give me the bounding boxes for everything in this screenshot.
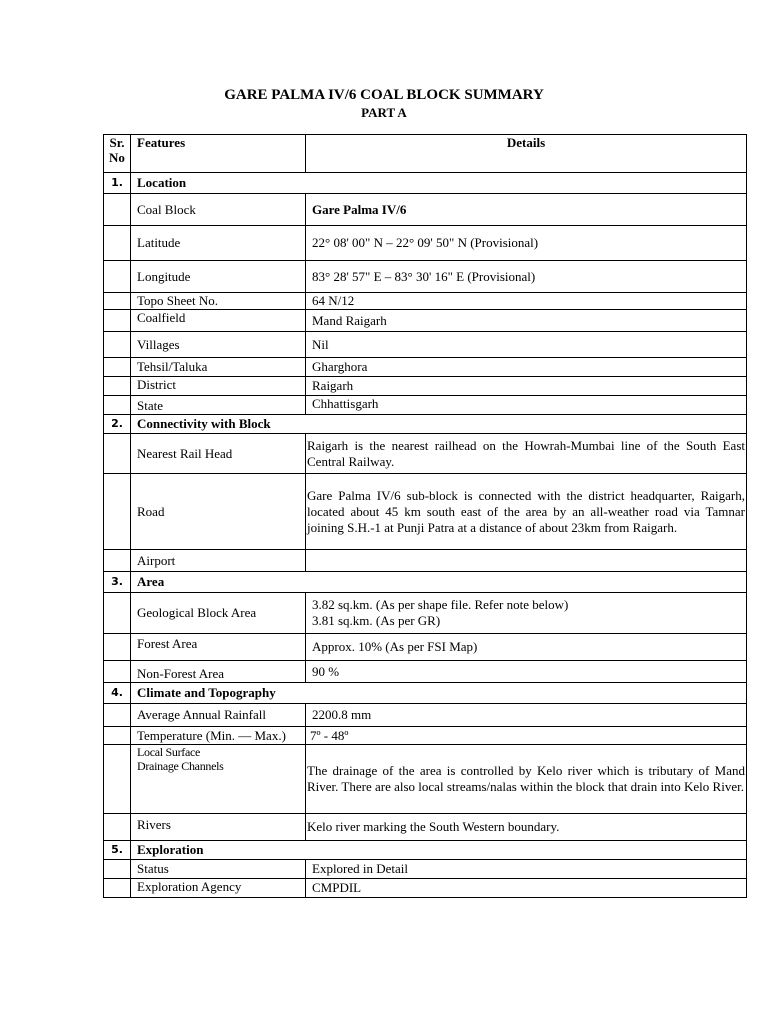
detail-value: Approx. 10% (As per FSI Map) [306,634,747,661]
feature-label-line: Local Surface [137,745,201,759]
feature-label: Longitude [131,261,306,293]
detail-value: 22° 08' 00" N – 22° 09' 50" N (Provisional) [306,226,747,261]
section-row [104,683,747,704]
detail-value: CMPDIL [306,879,747,898]
feature-label: Coalfield [131,310,306,332]
header-sr: Sr. No [104,135,131,173]
detail-value: 90 % [306,661,747,683]
table-row [104,879,747,898]
detail-value: The drainage of the area is controlled by Kelo river which is tributary of Mand River. There are also local streams/nalas within the block that drain into Kelo River. [306,745,747,814]
table-row [104,396,747,415]
table-row [104,593,747,634]
section-row [104,173,747,194]
table-row [104,434,747,474]
section-row [104,415,747,434]
feature-label: Forest Area [131,634,306,661]
table-row [104,860,747,879]
feature-label: Temperature (Min. — Max.) [131,727,306,745]
section-title: Location [131,173,747,194]
detail-value: Gare Palma IV/6 [306,194,747,226]
section-title: Connectivity with Block [131,415,747,434]
feature-label: Exploration Agency [131,879,306,898]
feature-label: Villages [131,332,306,358]
table-row [104,474,747,550]
header-details: Details [306,135,747,173]
table-row [104,661,747,683]
detail-line: 3.81 sq.km. (As per GR) [312,613,441,628]
detail-value: Nil [306,332,747,358]
page-title: GARE PALMA IV/6 COAL BLOCK SUMMARY [224,87,544,103]
feature-label: Geological Block Area [131,593,306,634]
detail-value [306,550,747,572]
detail-value: 2200.8 mm [306,704,747,727]
feature-label: State [131,396,306,415]
feature-label-line: Drainage Channels [137,759,224,773]
feature-label [131,745,306,814]
detail-value: Gare Palma IV/6 sub-block is connected with the district headquarter, Raigarh, located about 45 km south east of the area by an all-weather road via Tamnar joining S.H.-1 at Punji Patra at a distance of about 23km from Raigarh. [306,474,747,550]
table-header-row [104,135,747,173]
detail-value: Gharghora [306,358,747,377]
section-title: Climate and Topography [131,683,747,704]
table-row [104,358,747,377]
detail-value: Explored in Detail [306,860,747,879]
section-title: Exploration [131,841,747,860]
feature-label: Topo Sheet No. [131,293,306,310]
section-row [104,841,747,860]
table-row [104,310,747,332]
detail-value: 83° 28' 57" E – 83° 30' 16" E (Provisional) [306,261,747,293]
header-features: Features [131,135,306,173]
detail-value: Raigarh is the nearest railhead on the Howrah-Mumbai line of the South East Central Railway. [306,434,747,474]
section-number: 3. [104,572,131,593]
feature-label: Tehsil/Taluka [131,358,306,377]
detail-value: Mand Raigarh [306,310,747,332]
section-number: 2. [104,415,131,434]
table-row [104,194,747,226]
feature-label: Nearest Rail Head [131,434,306,474]
section-number: 4. [104,683,131,704]
detail-line: 3.82 sq.km. (As per shape file. Refer note below) [312,597,569,612]
section-number: 1. [104,173,131,194]
section-row [104,572,747,593]
detail-value: Kelo river marking the South Western boundary. [306,814,747,841]
feature-label: Coal Block [131,194,306,226]
detail-value: 7º - 48º [306,727,747,745]
detail-value: Chhattisgarh [306,396,747,415]
detail-value [306,593,747,634]
table-row [104,745,747,814]
feature-label: Road [131,474,306,550]
table-row [104,377,747,396]
table-row [104,293,747,310]
detail-value: 64 N/12 [306,293,747,310]
feature-label: Non-Forest Area [131,661,306,683]
page-subtitle: PART A [361,105,407,120]
section-number: 5. [104,841,131,860]
table-row [104,727,747,745]
table-row [104,704,747,727]
table-row [104,634,747,661]
feature-label: Airport [131,550,306,572]
table-row [104,814,747,841]
feature-label: Average Annual Rainfall [131,704,306,727]
table-row [104,226,747,261]
table-row [104,332,747,358]
table-row [104,261,747,293]
feature-label: District [131,377,306,396]
detail-value: Raigarh [306,377,747,396]
feature-label: Status [131,860,306,879]
summary-table [103,134,747,898]
feature-label: Latitude [131,226,306,261]
table-row [104,550,747,572]
section-title: Area [131,572,747,593]
feature-label: Rivers [131,814,306,841]
